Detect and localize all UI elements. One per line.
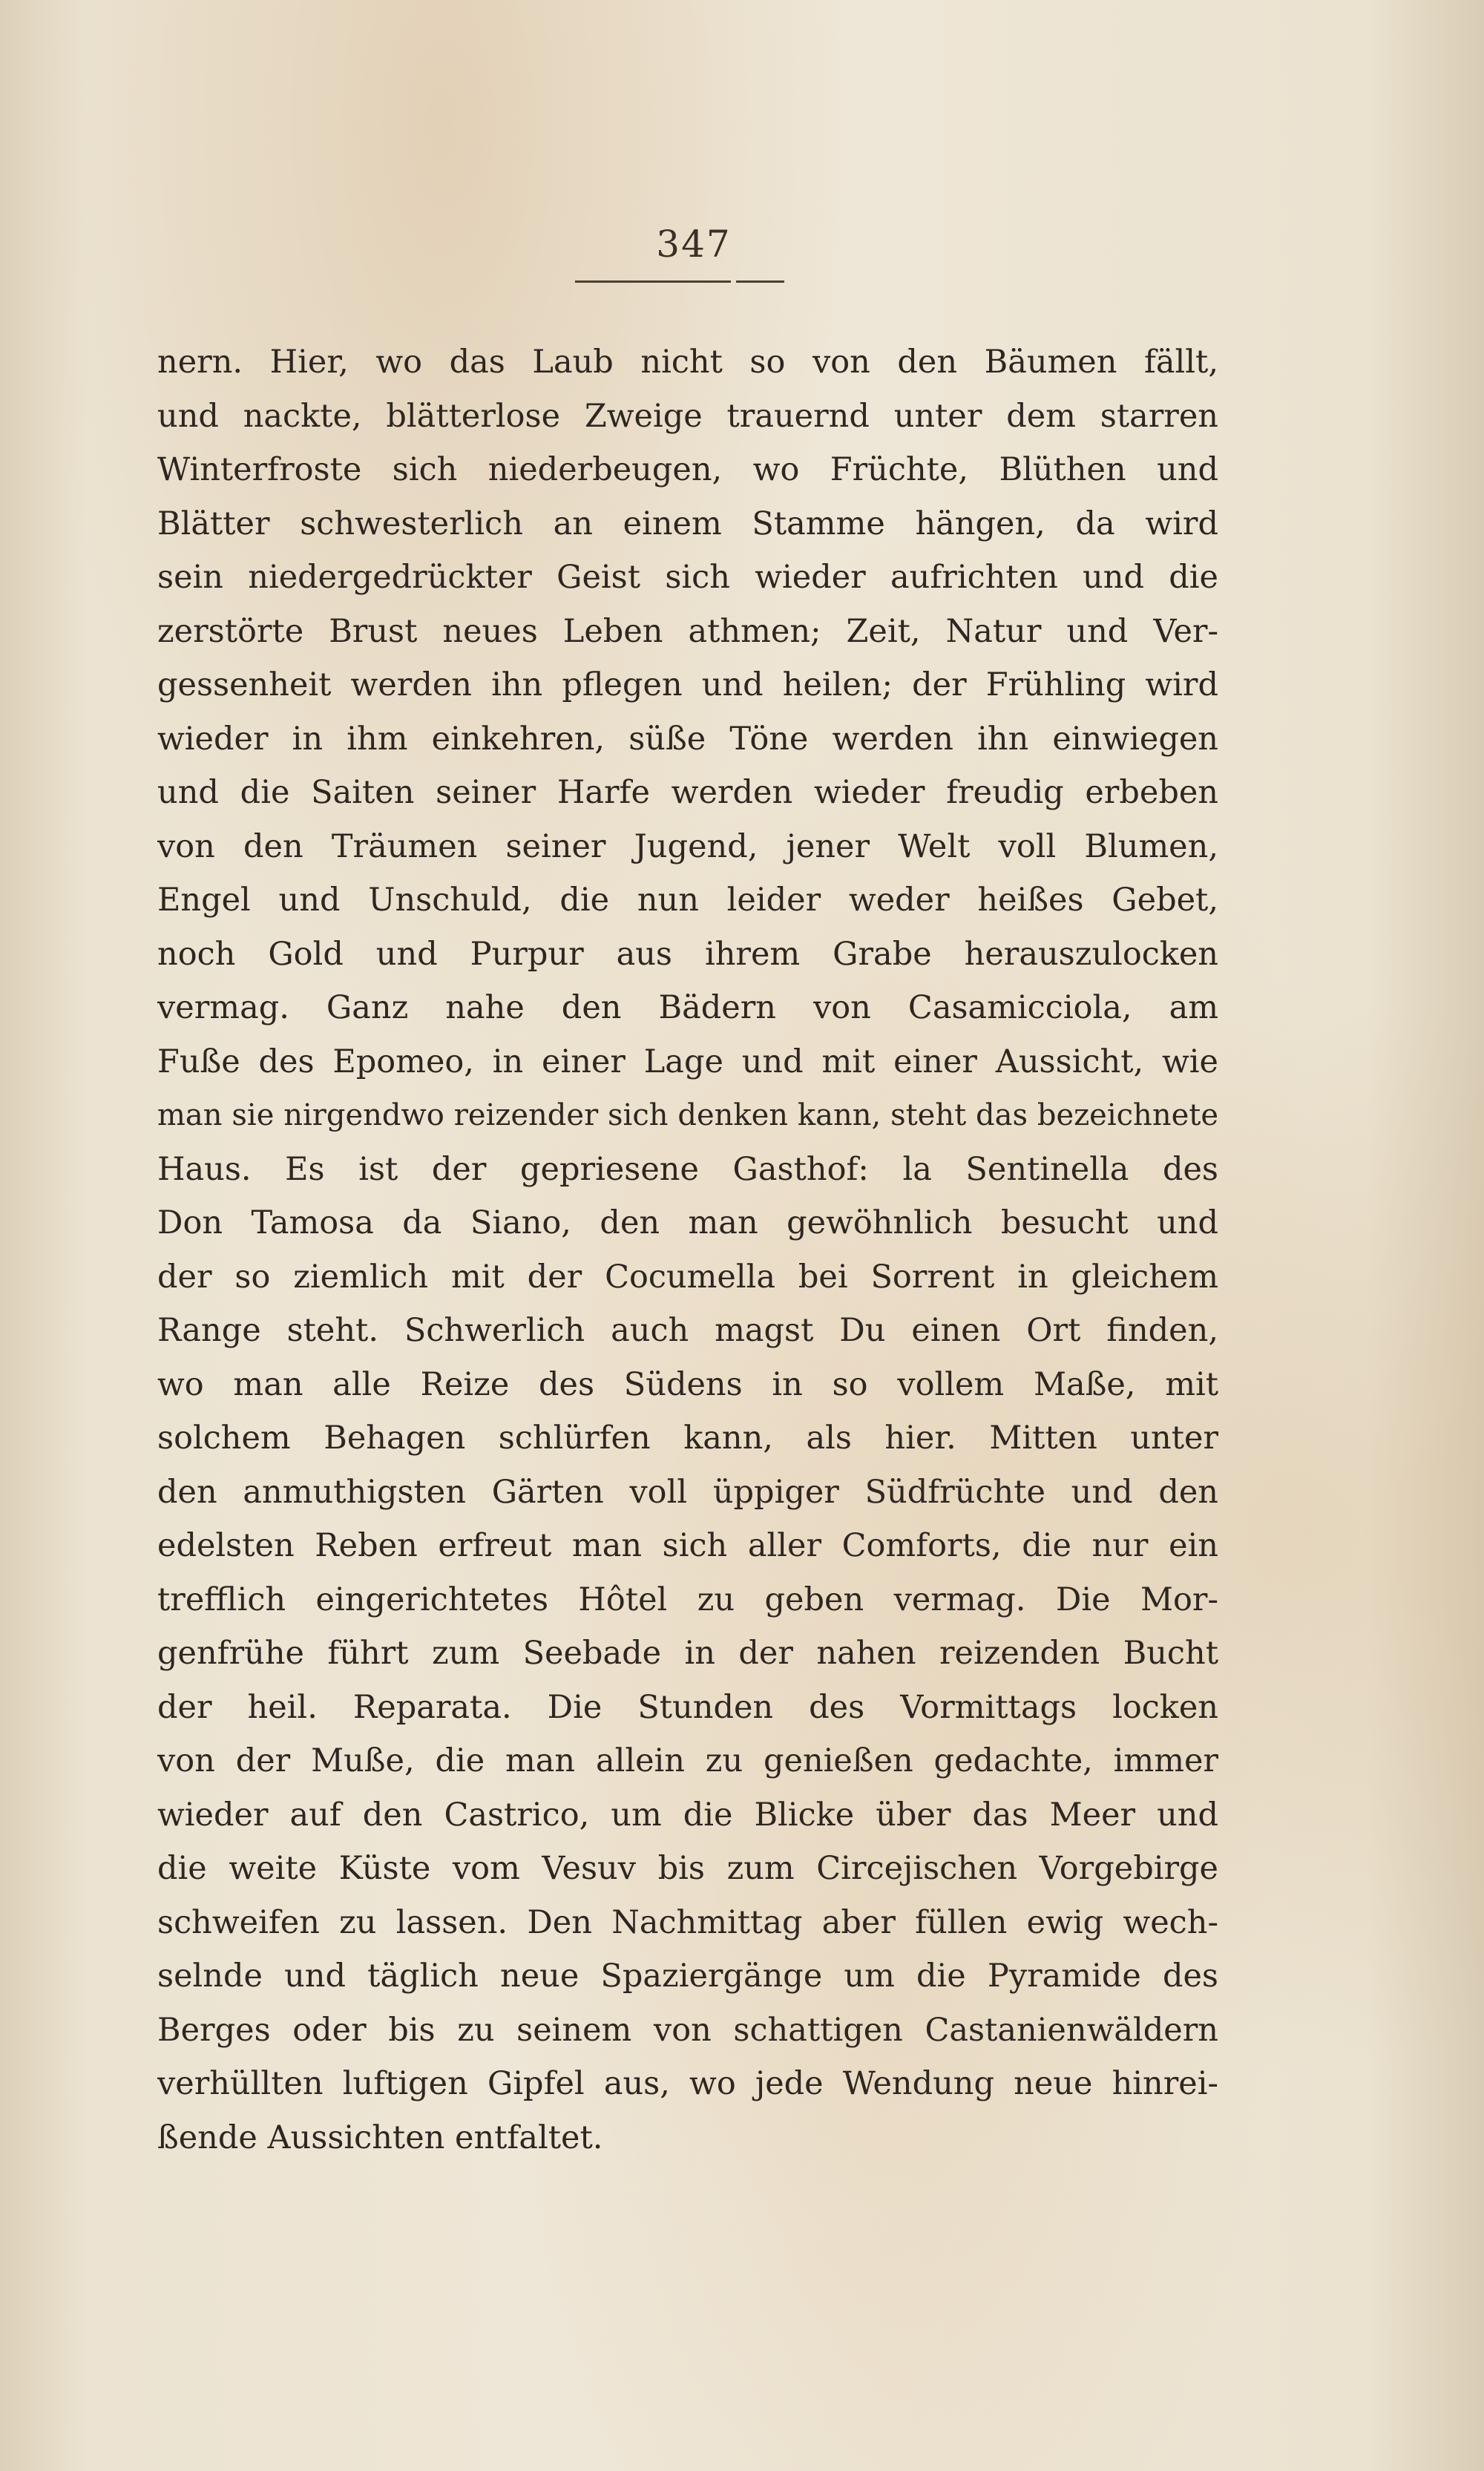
text-line: nern. Hier, wo das Laub nicht so von den Bäumen fällt,	[157, 344, 1218, 381]
text-line: wieder auf den Castrico, um die Blicke über das Meer und	[157, 1796, 1218, 1834]
text-line: edelsten Reben erfreut man sich aller Comforts, die nur ein	[157, 1527, 1218, 1564]
page-number: 347	[656, 223, 732, 266]
text-line: Berges oder bis zu seinem von schattigen Castanienwäldern	[157, 2011, 1218, 2049]
text-line: noch Gold und Purpur aus ihrem Grabe herauszulocken	[157, 935, 1218, 973]
header-rule-left	[575, 280, 731, 283]
text-line: vermag. Ganz nahe den Bädern von Casamicciola, am	[157, 989, 1218, 1026]
text-line: Blätter schwesterlich an einem Stamme hängen, da wird	[157, 505, 1218, 542]
body-text	[157, 335, 1218, 2165]
text-line: schweifen zu lassen. Den Nachmittag aber füllen ewig wech-	[157, 1903, 1218, 1941]
text-line: genfrühe führt zum Seebade in der nahen reizenden Bucht	[157, 1635, 1218, 1672]
text-line: zerstörte Brust neues Leben athmen; Zeit, Natur und Ver-	[157, 612, 1218, 650]
text-line: die weite Küste vom Vesuv bis zum Circejischen Vorgebirge	[157, 1850, 1218, 1887]
text-line: Don Tamosa da Siano, den man gewöhnlich besucht und	[157, 1204, 1218, 1241]
text-line-last: ßende Aussichten entfaltet.	[157, 2119, 603, 2156]
text-line: Haus. Es ist der gepriesene Gasthof: la Sentinella des	[157, 1150, 1218, 1188]
text-line: von der Muße, die man allein zu genießen gedachte, immer	[157, 1742, 1218, 1779]
text-line: wo man alle Reize des Südens in so vollem Maße, mit	[157, 1365, 1218, 1403]
text-line: verhüllten luftigen Gipfel aus, wo jede Wendung neue hinrei-	[157, 2065, 1218, 2102]
text-line: der heil. Reparata. Die Stunden des Vormittags locken	[157, 1688, 1218, 1726]
text-line: solchem Behagen schlürfen kann, als hier. Mitten unter	[157, 1420, 1218, 1457]
text-line: Fuße des Epomeo, in einer Lage und mit einer Aussicht, wie	[157, 1043, 1218, 1080]
text-line: den anmuthigsten Gärten voll üppiger Südfrüchte und den	[157, 1473, 1218, 1511]
text-line: wieder in ihm einkehren, süße Töne werden ihn einwiegen	[157, 720, 1218, 758]
text-line: Winterfroste sich niederbeugen, wo Früchte, Blüthen und	[157, 451, 1218, 488]
text-line: man sie nirgendwo reizender sich denken kann, steht das bezeichnete	[157, 1098, 1218, 1132]
text-line: sein niedergedrückter Geist sich wieder aufrichten und die	[157, 559, 1218, 596]
text-line: Engel und Unschuld, die nun leider weder heißes Gebet,	[157, 882, 1218, 919]
text-line: gessenheit werden ihn pflegen und heilen; der Frühling wird	[157, 666, 1218, 703]
text-line: und nackte, blätterlose Zweige trauernd unter dem starren	[157, 397, 1218, 435]
text-line: trefflich eingerichtetes Hôtel zu geben vermag. Die Mor-	[157, 1581, 1218, 1618]
text-line: Range steht. Schwerlich auch magst Du einen Ort finden,	[157, 1312, 1218, 1349]
text-line: der so ziemlich mit der Cocumella bei Sorrent in gleichem	[157, 1258, 1218, 1296]
header-rule-right	[736, 280, 784, 283]
text-line: von den Träumen seiner Jugend, jener Welt voll Blumen,	[157, 827, 1218, 865]
text-line: selnde und täglich neue Spaziergänge um die Pyramide des	[157, 1958, 1218, 1995]
text-line: und die Saiten seiner Harfe werden wieder freudig erbeben	[157, 774, 1218, 811]
